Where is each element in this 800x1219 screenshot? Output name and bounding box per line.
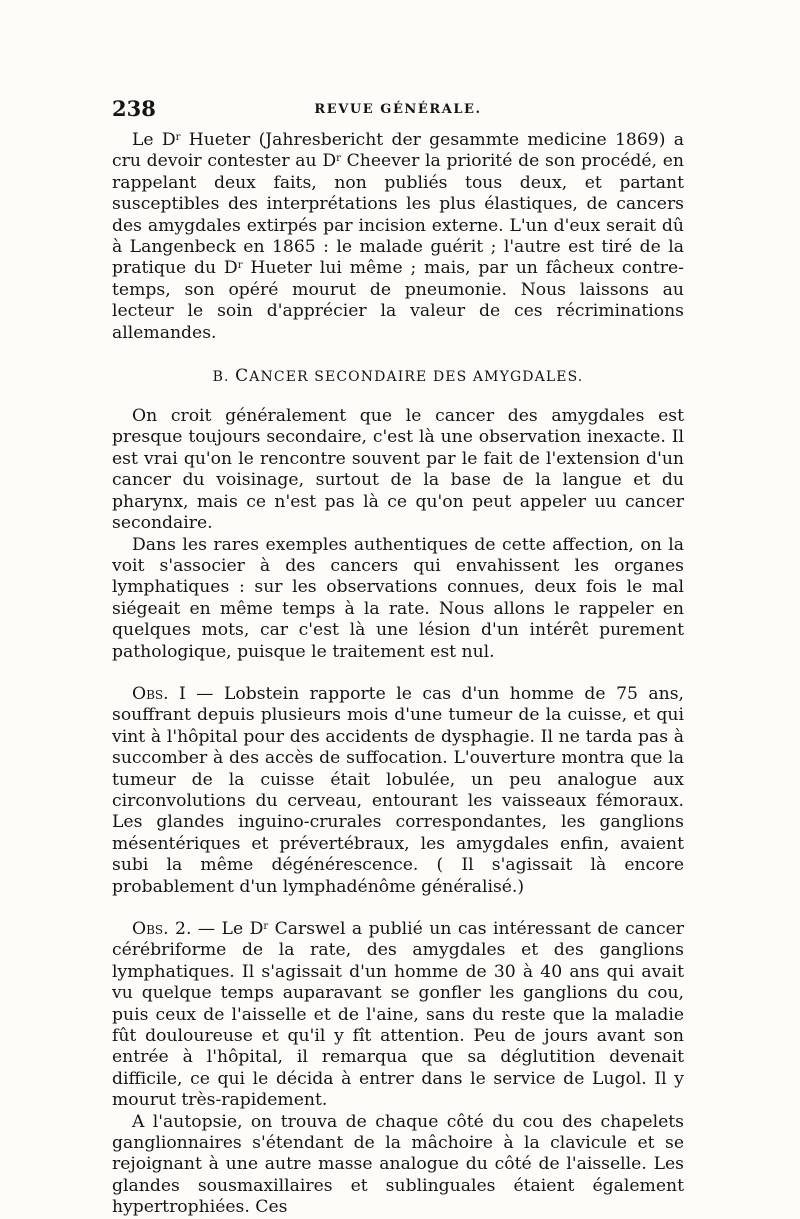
section-heading: B. CANCER SECONDAIRE DES AMYGDALES. xyxy=(212,366,584,387)
paragraph-autopsy: A l'autopsie, on trouva de chaque côté du cou des chapelets ganglionnaires s'étendant de la mâchoire à la clavicule et se rejoignant à une autre masse analogue du côté de l'aisselle. Les glandes sousmaxillaires et sublinguales étaient également hypertrophiées. Ces xyxy=(112,1111,684,1218)
observation-2: Obs. 2. — Le $D^r$ Carswel a publié un cas intéressant de cancer cérébriforme de la rate, des amygdales et des ganglions lymphatiques. Il s'agissait d'un homme de 30 à 40 ans qui avait vu quelque temps auparavant se gonfler les ganglions du cou, puis ceux de l'aisselle et de l'aine, sans du reste que la maladie fût douloureuse et qu'il y fît attention. Peu de jours avant son entrée à l'hôpital, il remarqua que sa déglutition devenait difficile, ce qui le décida à entrer dans le service de Lugol. Il y mourut très-rapidement. xyxy=(112,919,684,1111)
running-title: REVUE GÉNÉRALE. xyxy=(314,102,482,117)
page xyxy=(112,96,684,1219)
paragraph-intro: On croit généralement que le cancer des amygdales est presque toujours secondaire, c'est là une observation inexacte. Il est vrai qu'on le rencontre souvent par le fait de l'extension d'un cancer du voisinage, surtout de la base de la langue et du pharynx, mais ce n'est pas là ce qu'on peut appeler uu cancer secondaire. xyxy=(112,406,684,534)
page-header xyxy=(112,96,684,130)
observation-label: Obs. 2. xyxy=(132,919,192,939)
paragraph-hueter: Le $D^r$ Hueter (Jahresbericht der gesammte medicine 1869) a cru devoir contester au $D^r$ Cheever la priorité de son procédé, en rappelant deux faits, non publiés tous deux, et partant susceptibles des interprétations les plus élastiques, de cancers des amygdales extirpés par incision externe. L'un d'eux serait dû à Langenbeck en 1865 : le malade guérit ; l'autre est tiré de la pratique du $D^r$ Hueter lui même ; mais, par un fâcheux contre-temps, son opéré mourut de pneumonie. Nous laissons au lecteur le soin d'apprécier la valeur de ces récriminations allemandes. xyxy=(112,130,684,343)
paragraph-rare-examples: Dans les rares exemples authentiques de cette affection, on la voit s'associer à des cancers qui envahissent les organes lymphatiques : sur les observations connues, deux fois le mal siégeait en même temps à la rate. Nous allons le rappeler en quelques mots, car c'est là une lésion d'un intérêt purement pathologique, puisque le traitement est nul. xyxy=(112,534,684,662)
observation-1: Obs. I — Lobstein rapporte le cas d'un homme de 75 ans, souffrant depuis plusieurs mois d'une tumeur de la cuisse, et qui vint à l'hôpital pour des accidents de dysphagie. Il ne tarda pas à succomber à des accès de suffocation. L'ouverture montra que la tumeur de la cuisse était lobulée, un peu analogue aux circonvolutions du cerveau, entourant les vaisseaux fémoraux. Les glandes inguino-crurales correspondantes, les ganglions mésentériques et prévertébraux, les amygdales enfin, avaient subi la même dégénérescence. ( Il s'agissait là encore probablement d'un lymphadénôme généralisé.) xyxy=(112,683,684,897)
page-number: 238 xyxy=(112,96,156,121)
observation-label: Obs. I xyxy=(132,683,186,704)
